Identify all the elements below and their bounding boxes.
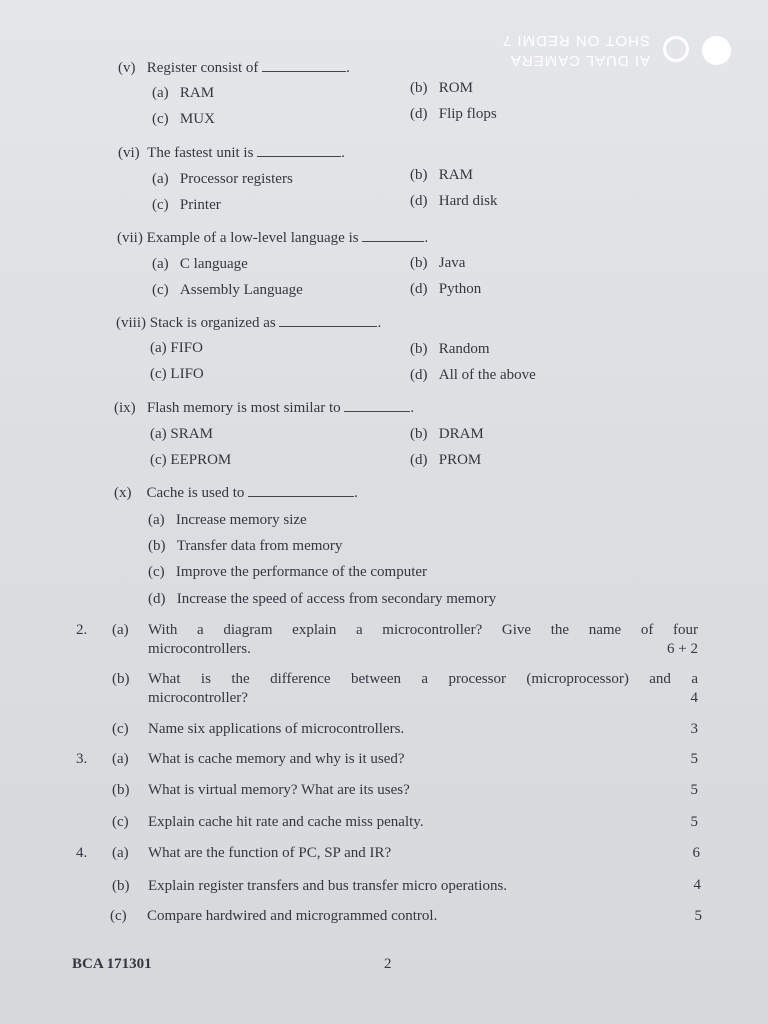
question-number: 2.	[76, 622, 88, 638]
mcq-option: (a) FIFO	[150, 340, 203, 356]
mcq-option: (c) Printer	[152, 197, 221, 213]
marks: 4	[693, 877, 701, 893]
mcq-stem: (x) Cache is used to .	[114, 485, 358, 501]
page-number: 2	[384, 956, 392, 972]
mcq-option: (a) RAM	[152, 85, 215, 101]
question-number: 4.	[76, 845, 88, 861]
course-code: BCA 171301	[72, 956, 152, 972]
mcq-option: (b) RAM	[410, 167, 473, 183]
question-text: Explain cache hit rate and cache miss penalty.	[148, 814, 424, 830]
marks: 5	[694, 908, 702, 924]
mcq-option: (d) Increase the speed of access from secondary memory	[148, 591, 497, 607]
part-label: (b)	[112, 782, 130, 798]
mcq-option: (b) ROM	[410, 80, 473, 96]
question-text: What is cache memory and why is it used?	[148, 751, 405, 767]
part-label: (b)	[112, 671, 130, 687]
mcq-stem: (ix) Flash memory is most similar to .	[114, 400, 415, 416]
mcq-option: (d) All of the above	[410, 367, 536, 383]
mcq-stem: (v) Register consist of .	[118, 60, 350, 76]
mcq-option: (d) PROM	[410, 452, 482, 468]
part-label: (c)	[112, 814, 129, 830]
watermark-text	[470, 30, 650, 70]
watermark-line-2: AI DUAL CAMERA	[509, 52, 650, 69]
watermark-line-1: SHOT ON REDMI 7	[501, 32, 650, 49]
part-label: (a)	[112, 845, 129, 861]
question-text: What is virtual memory? What are its uses?	[148, 782, 410, 798]
part-label: (a)	[112, 751, 129, 767]
question-number: 3.	[76, 751, 88, 767]
mcq-option: (a) SRAM	[150, 426, 213, 442]
marks: 6	[692, 845, 700, 861]
question-text: Name six applications of microcontrollers.	[148, 721, 405, 737]
question-text: What is the difference between a processor (microprocessor) and a	[148, 671, 698, 687]
mcq-option: (a) Increase memory size	[148, 512, 307, 528]
marks: 5	[690, 782, 698, 798]
mcq-option: (b) Java	[410, 255, 466, 271]
question-text: With a diagram explain a microcontroller? Give the name of four	[148, 622, 698, 638]
mcq-stem: (vii) Example of a low-level language is .	[117, 230, 429, 246]
part-label: (b)	[112, 878, 130, 894]
part-label: (c)	[112, 721, 129, 737]
camera-ring-icon	[663, 36, 689, 62]
mcq-option: (b) Transfer data from memory	[148, 538, 343, 554]
marks: 4	[690, 690, 698, 706]
mcq-option: (c) EEPROM	[150, 452, 232, 468]
camera-dot-icon	[702, 36, 731, 65]
mcq-option: (c) MUX	[152, 111, 215, 127]
mcq-option: (d) Python	[410, 281, 482, 297]
camera-watermark	[470, 30, 760, 80]
mcq-option: (c) LIFO	[150, 366, 204, 382]
mcq-option: (d) Flip flops	[410, 106, 497, 122]
marks: 5	[690, 751, 698, 767]
mcq-option: (a) Processor registers	[152, 171, 293, 187]
question-text: Compare hardwired and microgrammed control.	[147, 908, 438, 924]
mcq-option: (c) Assembly Language	[152, 282, 303, 298]
question-text: microcontrollers.	[148, 641, 251, 657]
mcq-option: (d) Hard disk	[410, 193, 498, 209]
question-text: microcontroller?	[148, 690, 248, 706]
mcq-option: (b) Random	[410, 341, 490, 357]
question-text: Explain register transfers and bus transfer micro operations.	[148, 878, 508, 894]
mcq-option: (b) DRAM	[410, 426, 484, 442]
mcq-stem: (viii) Stack is organized as .	[116, 315, 382, 331]
mcq-option: (c) Improve the performance of the computer	[148, 564, 428, 580]
part-label: (c)	[110, 908, 127, 924]
marks: 6 + 2	[667, 641, 698, 657]
marks: 5	[690, 814, 698, 830]
question-text: What are the function of PC, SP and IR?	[148, 845, 392, 861]
marks: 3	[690, 721, 698, 737]
mcq-stem: (vi) The fastest unit is .	[118, 145, 345, 161]
mcq-option: (a) C language	[152, 256, 248, 272]
part-label: (a)	[112, 622, 129, 638]
